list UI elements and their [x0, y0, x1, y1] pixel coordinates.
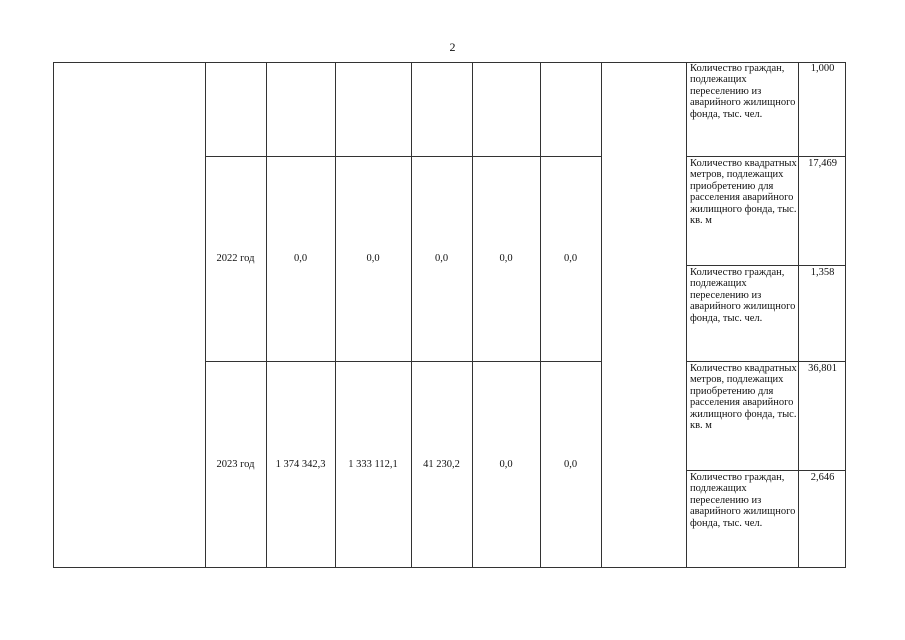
indicator-text: Количество квадратных метров, подлежащих приобретению для расселения аварийного жилищного фонда, тыс. кв. м	[690, 363, 797, 432]
value-cell: 0,0	[563, 253, 578, 264]
page-number: 2	[449, 40, 456, 54]
value-cell: 0,0	[366, 253, 380, 264]
indicator-value: 17,469	[808, 158, 837, 169]
value-cell: 0,0	[499, 253, 513, 264]
row-border	[686, 470, 846, 471]
col-border	[601, 62, 602, 567]
row-border	[686, 156, 846, 157]
table-row	[205, 361, 601, 567]
value-cell: 41 230,2	[423, 458, 460, 470]
value-cell: 0,0	[293, 253, 308, 264]
row-border	[686, 265, 846, 266]
indicator-text: Количество квадратных метров, подлежащих приобретению для расселения аварийного жилищного фонда, тыс. кв. м	[690, 158, 797, 227]
row-border	[686, 361, 846, 362]
value-cell: 1 374 342,3	[275, 458, 326, 470]
indicator-value: 36,801	[808, 363, 837, 374]
col-border	[798, 62, 799, 567]
value-cell: 1 333 112,1	[348, 458, 398, 470]
year-cell: 2022 год	[216, 253, 255, 264]
value-cell: 0,0	[499, 458, 513, 470]
value-cell: 0,0	[563, 458, 578, 470]
year-cell: 2023 год	[216, 458, 255, 470]
indicator-value: 1,358	[810, 267, 835, 278]
table-row	[205, 156, 601, 361]
indicator-text: Количество граждан, подлежащих переселению из аварийного жилищного фонда, тыс. чел.	[690, 63, 796, 120]
indicator-value: 1,000	[810, 63, 835, 74]
border-left	[53, 62, 54, 567]
indicator-text: Количество граждан, подлежащих переселению из аварийного жилищного фонда, тыс. чел.	[690, 472, 796, 529]
border-bottom	[53, 567, 846, 568]
indicator-value: 2,646	[810, 472, 835, 483]
border-right	[845, 62, 846, 567]
col-border	[686, 62, 687, 567]
indicator-text: Количество граждан, подлежащих переселению из аварийного жилищного фонда, тыс. чел.	[690, 267, 796, 324]
value-cell: 0,0	[434, 253, 449, 264]
